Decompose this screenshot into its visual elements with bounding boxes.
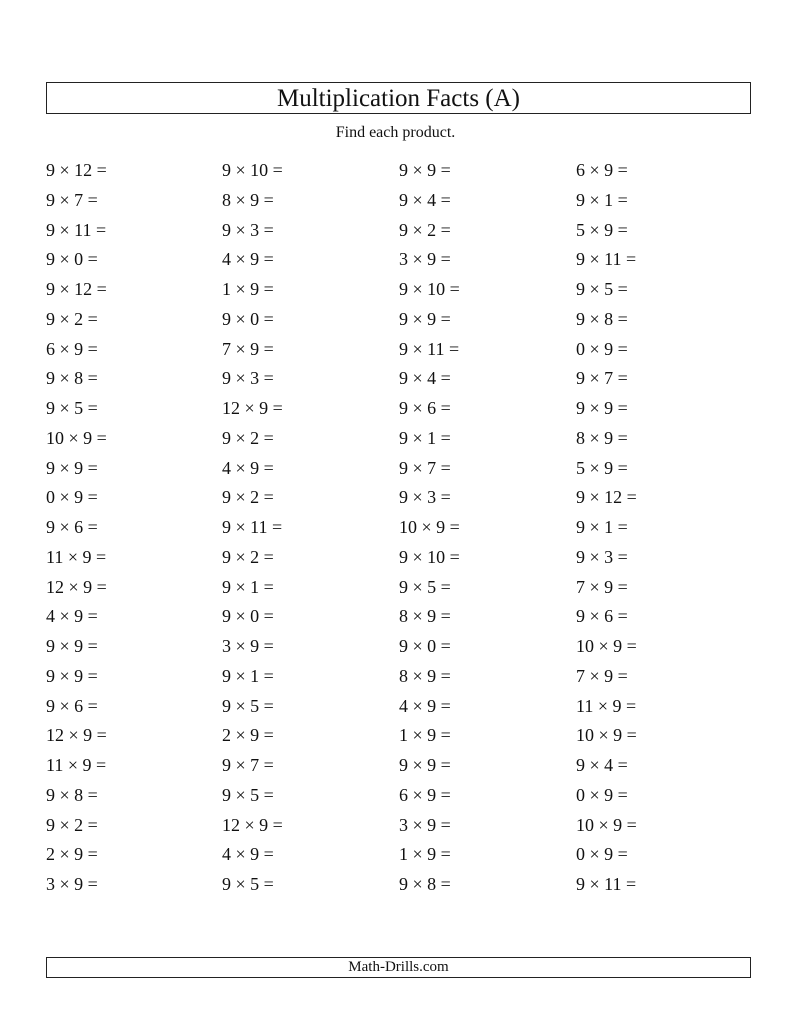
problem-item: 9 × 5 = <box>576 279 628 299</box>
problem-item: 9 × 9 = <box>399 755 451 775</box>
problem-item: 6 × 9 = <box>399 784 451 805</box>
problem-item: 10 × 9 = <box>576 814 637 835</box>
problem-item: 9 × 9 = <box>576 398 628 418</box>
problem-item: 12 × 9 = <box>222 398 283 418</box>
problem-item: 9 × 4 = <box>576 755 628 775</box>
problem-item: 9 × 1 = <box>222 576 274 597</box>
problem-item: 9 × 8 = <box>46 368 98 389</box>
problem-item: 9 × 2 = <box>222 427 274 448</box>
problem-item: 9 × 2 = <box>222 546 274 567</box>
problem-item: 9 × 9 = <box>46 457 98 478</box>
problem-item: 9 × 2 = <box>399 219 451 240</box>
problem-item: 9 × 3 = <box>576 546 628 567</box>
problem-item: 4 × 9 = <box>46 606 98 627</box>
problem-item: 10 × 9 = <box>399 517 460 537</box>
problem-item: 9 × 5 = <box>222 874 274 894</box>
problem-item: 9 × 12 = <box>46 160 107 180</box>
problem-item: 3 × 9 = <box>222 636 274 656</box>
problem-item: 4 × 9 = <box>399 695 451 716</box>
problem-item: 9 × 12 = <box>576 487 637 508</box>
problem-item: 9 × 9 = <box>399 160 451 180</box>
problem-item: 9 × 6 = <box>576 606 628 627</box>
problem-item: 4 × 9 = <box>222 249 274 270</box>
problem-item: 8 × 9 = <box>399 665 451 686</box>
problem-item: 9 × 10 = <box>222 160 283 180</box>
problem-item: 9 × 9 = <box>46 636 98 656</box>
problem-item: 10 × 9 = <box>576 636 637 656</box>
problem-item: 9 × 2 = <box>46 814 98 835</box>
problem-item: 9 × 5 = <box>222 784 274 805</box>
problem-item: 0 × 9 = <box>46 487 98 508</box>
problem-item: 9 × 0 = <box>399 636 451 656</box>
problem-item: 9 × 0 = <box>222 308 274 329</box>
problem-item: 9 × 0 = <box>222 606 274 627</box>
problem-item: 7 × 9 = <box>222 338 274 359</box>
problem-item: 9 × 1 = <box>576 189 628 210</box>
problem-item: 9 × 5 = <box>46 398 98 418</box>
problem-item: 9 × 11 = <box>576 249 637 270</box>
problem-item: 9 × 11 = <box>46 219 107 240</box>
problem-item: 9 × 1 = <box>399 427 451 448</box>
problem-item: 4 × 9 = <box>222 457 274 478</box>
problem-item: 6 × 9 = <box>576 160 628 180</box>
problem-item: 7 × 9 = <box>576 576 628 597</box>
problem-item: 9 × 11 = <box>576 874 637 894</box>
problem-item: 9 × 9 = <box>399 308 451 329</box>
problem-item: 12 × 9 = <box>46 576 107 597</box>
problem-item: 9 × 3 = <box>222 219 274 240</box>
footer-box <box>46 957 751 978</box>
problem-item: 9 × 1 = <box>576 517 628 537</box>
problem-item: 11 × 9 = <box>46 755 107 775</box>
problem-item: 9 × 8 = <box>399 874 451 894</box>
problem-item: 9 × 2 = <box>222 487 274 508</box>
problem-item: 9 × 10 = <box>399 279 460 299</box>
problem-item: 5 × 9 = <box>576 457 628 478</box>
problem-item: 9 × 2 = <box>46 308 98 329</box>
problem-item: 9 × 3 = <box>222 368 274 389</box>
problem-item: 12 × 9 = <box>46 725 107 746</box>
problem-item: 9 × 10 = <box>399 546 460 567</box>
problem-item: 0 × 9 = <box>576 338 628 359</box>
problem-item: 9 × 5 = <box>399 576 451 597</box>
problem-item: 9 × 9 = <box>46 665 98 686</box>
problem-item: 12 × 9 = <box>222 814 283 835</box>
title-box <box>46 82 751 114</box>
problem-item: 3 × 9 = <box>46 874 98 894</box>
problem-item: 9 × 3 = <box>399 487 451 508</box>
problem-item: 3 × 9 = <box>399 814 451 835</box>
problem-item: 0 × 9 = <box>576 844 628 865</box>
problem-item: 9 × 4 = <box>399 368 451 389</box>
problem-item: 1 × 9 = <box>399 844 451 865</box>
problem-item: 9 × 8 = <box>46 784 98 805</box>
problem-item: 9 × 11 = <box>222 517 283 537</box>
problem-item: 4 × 9 = <box>222 844 274 865</box>
problem-item: 1 × 9 = <box>222 279 274 299</box>
problem-item: 0 × 9 = <box>576 784 628 805</box>
problem-item: 9 × 0 = <box>46 249 98 270</box>
problem-item: 11 × 9 = <box>576 695 637 716</box>
problem-item: 9 × 1 = <box>222 665 274 686</box>
problem-item: 2 × 9 = <box>222 725 274 746</box>
problem-item: 2 × 9 = <box>46 844 98 865</box>
problem-item: 9 × 7 = <box>399 457 451 478</box>
problem-item: 9 × 7 = <box>576 368 628 389</box>
problem-item: 6 × 9 = <box>46 338 98 359</box>
problem-item: 8 × 9 = <box>399 606 451 627</box>
problem-item: 9 × 5 = <box>222 695 274 716</box>
problem-item: 10 × 9 = <box>576 725 637 746</box>
problem-item: 9 × 7 = <box>222 755 274 775</box>
problem-item: 1 × 9 = <box>399 725 451 746</box>
problem-item: 8 × 9 = <box>576 427 628 448</box>
problem-item: 9 × 12 = <box>46 279 107 299</box>
problem-item: 9 × 6 = <box>46 695 98 716</box>
problem-item: 3 × 9 = <box>399 249 451 270</box>
problem-item: 10 × 9 = <box>46 427 107 448</box>
problem-item: 9 × 11 = <box>399 338 460 359</box>
problem-item: 8 × 9 = <box>222 189 274 210</box>
problem-item: 9 × 6 = <box>399 398 451 418</box>
problem-item: 7 × 9 = <box>576 665 628 686</box>
problem-item: 5 × 9 = <box>576 219 628 240</box>
worksheet-title: Multiplication Facts (A) <box>276 84 521 112</box>
problem-item: 9 × 4 = <box>399 189 451 210</box>
problem-grid <box>46 156 751 900</box>
problem-item: 9 × 8 = <box>576 308 628 329</box>
instructions: Find each product. <box>335 124 456 141</box>
problem-item: 11 × 9 = <box>46 546 107 567</box>
problem-item: 9 × 6 = <box>46 517 98 537</box>
problem-item: 9 × 7 = <box>46 189 98 210</box>
footer-site: Math-Drills.com <box>348 959 449 975</box>
